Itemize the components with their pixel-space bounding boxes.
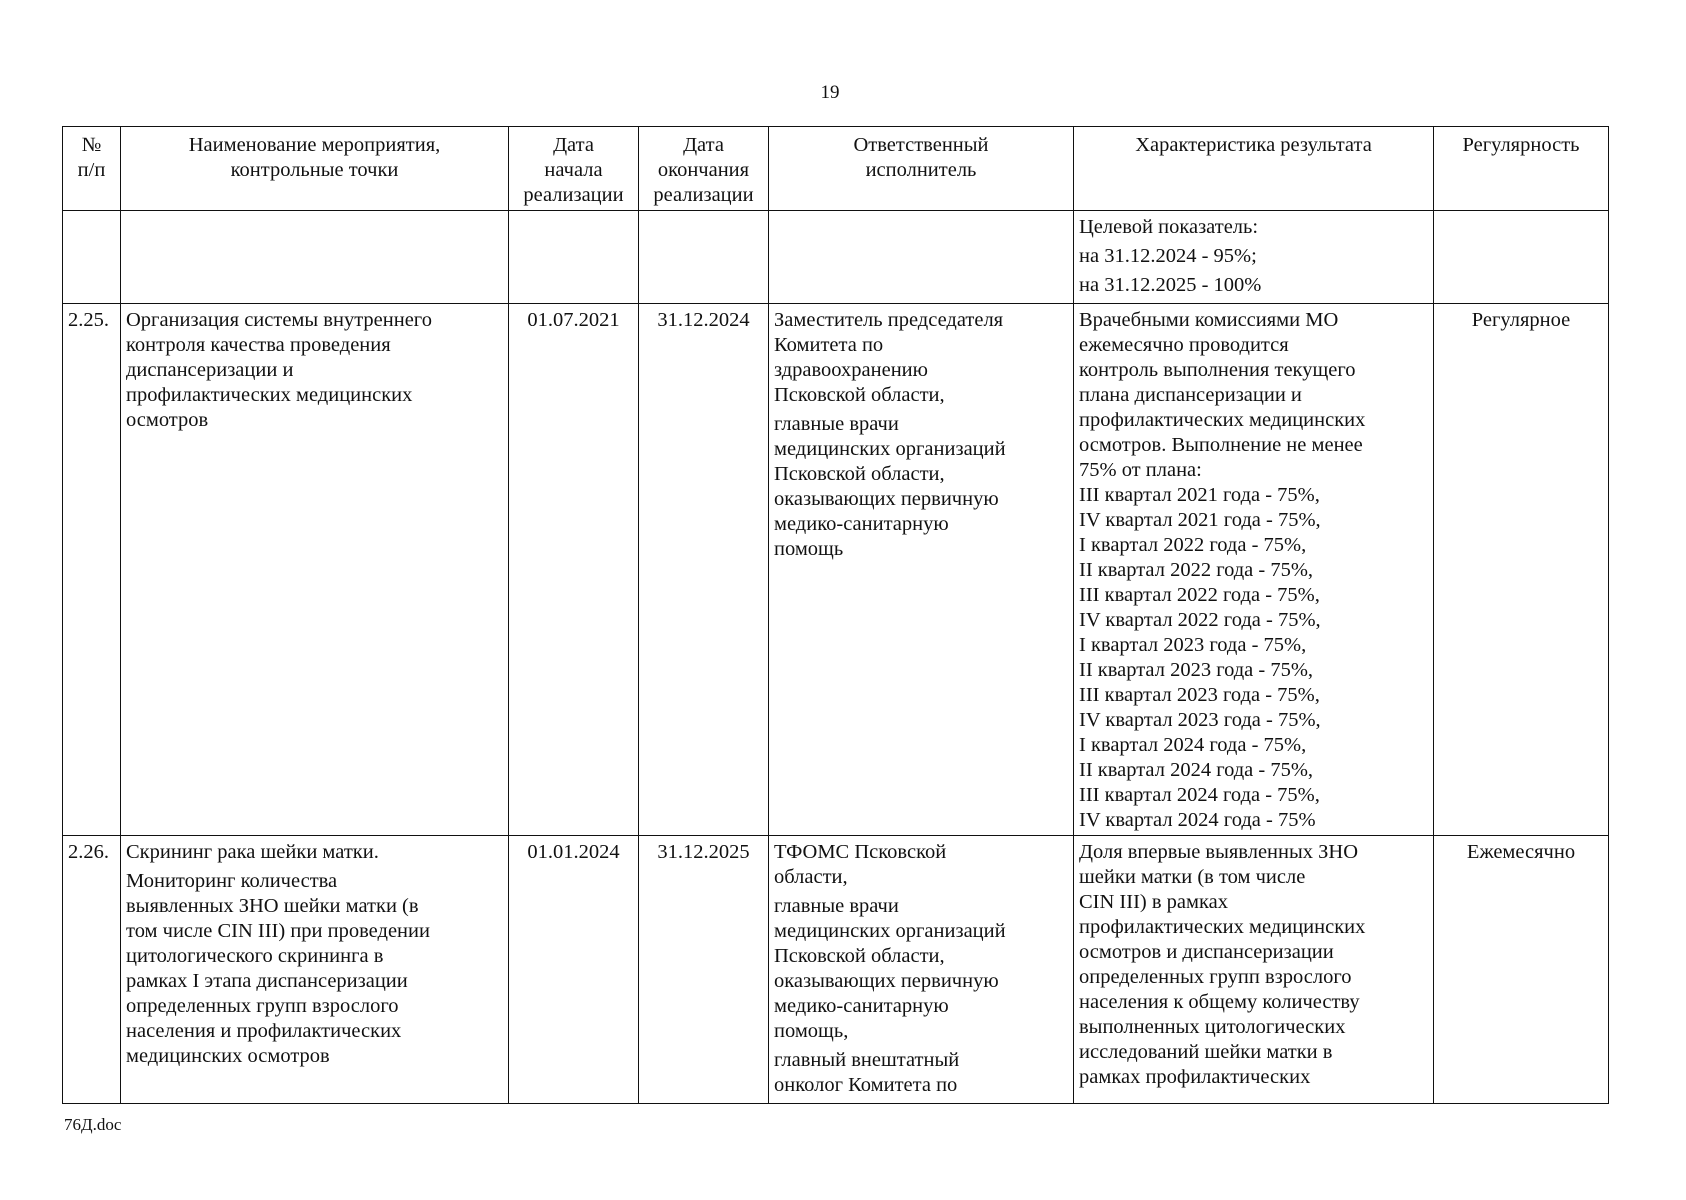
header-end-date: Дата окончания реализации xyxy=(639,127,769,211)
cell-end: 31.12.2025 xyxy=(639,836,769,1104)
cell-result: Целевой показатель: на 31.12.2024 - 95%; на 31.12.2025 - 100% xyxy=(1074,211,1434,304)
header-responsible: Ответственный исполнитель xyxy=(769,127,1074,211)
cell-responsible: ТФОМС Псковской области, главные врачи медицинских организаций Псковской области, оказывающих первичную медико-санитарную помощь, главный внештатный онколог Комитета по xyxy=(769,836,1074,1104)
header-num: № п/п xyxy=(63,127,121,211)
cell-regularity xyxy=(1434,211,1609,304)
cell-name xyxy=(121,211,509,304)
header-start-date: Дата начала реализации xyxy=(509,127,639,211)
activities-table xyxy=(62,126,1609,1104)
cell-regularity: Регулярное xyxy=(1434,304,1609,836)
cell-start: 01.01.2024 xyxy=(509,836,639,1104)
header-result: Характеристика результата xyxy=(1074,127,1434,211)
cell-name: Скрининг рака шейки матки. Мониторинг количества выявленных ЗНО шейки матки (в том числе CIN III) при проведении цитологического скрининга в рамках I этапа диспансеризации определенных групп взрослого населения и профилактических медицинских осмотров xyxy=(121,836,509,1104)
cell-regularity: Ежемесячно xyxy=(1434,836,1609,1104)
cell-responsible: Заместитель председателя Комитета по здравоохранению Псковской области, главные врачи медицинских организаций Псковской области, оказывающих первичную медико-санитарную помощь xyxy=(769,304,1074,836)
page-number: 19 xyxy=(820,82,840,103)
table-row xyxy=(63,211,1609,304)
cell-name: Организация системы внутреннего контроля качества проведения диспансеризации и профилактических медицинских осмотров xyxy=(121,304,509,836)
cell-end xyxy=(639,211,769,304)
table-row xyxy=(63,304,1609,836)
cell-start: 01.07.2021 xyxy=(509,304,639,836)
cell-num xyxy=(63,211,121,304)
header-regularity: Регулярность xyxy=(1434,127,1609,211)
file-name-footer: 76Д.doc xyxy=(64,1115,122,1134)
cell-result: Доля впервые выявленных ЗНО шейки матки (в том числе CIN III) в рамках профилактических медицинских осмотров и диспансеризации определенных групп взрослого населения к общему количеству выполненных цитологических исследований шейки матки в рамках профилактических xyxy=(1074,836,1434,1104)
cell-num: 2.26. xyxy=(63,836,121,1104)
cell-start xyxy=(509,211,639,304)
header-row xyxy=(63,127,1609,211)
cell-responsible xyxy=(769,211,1074,304)
cell-num: 2.25. xyxy=(63,304,121,836)
cell-end: 31.12.2024 xyxy=(639,304,769,836)
table-row xyxy=(63,836,1609,1104)
cell-result: Врачебными комиссиями МО ежемесячно проводится контроль выполнения текущего плана диспансеризации и профилактических медицинских осмотров. Выполнение не менее 75% от плана: III квартал 2021 года - 75%, IV квартал 2021 года - 75%, I квартал 2022 года - 75%, II квартал 2022 года - 75%, III квартал 2022 года - 75%, IV квартал 2022 года - 75%, I квартал 2023 года - 75%, II квартал 2023 года - 75%, III квартал 2023 года - 75%, IV квартал 2023 года - 75%, I квартал 2024 года - 75%, II квартал 2024 года - 75%, III квартал 2024 года - 75%, IV квартал 2024 года - 75% xyxy=(1074,304,1434,836)
header-name: Наименование мероприятия, контрольные точки xyxy=(121,127,509,211)
